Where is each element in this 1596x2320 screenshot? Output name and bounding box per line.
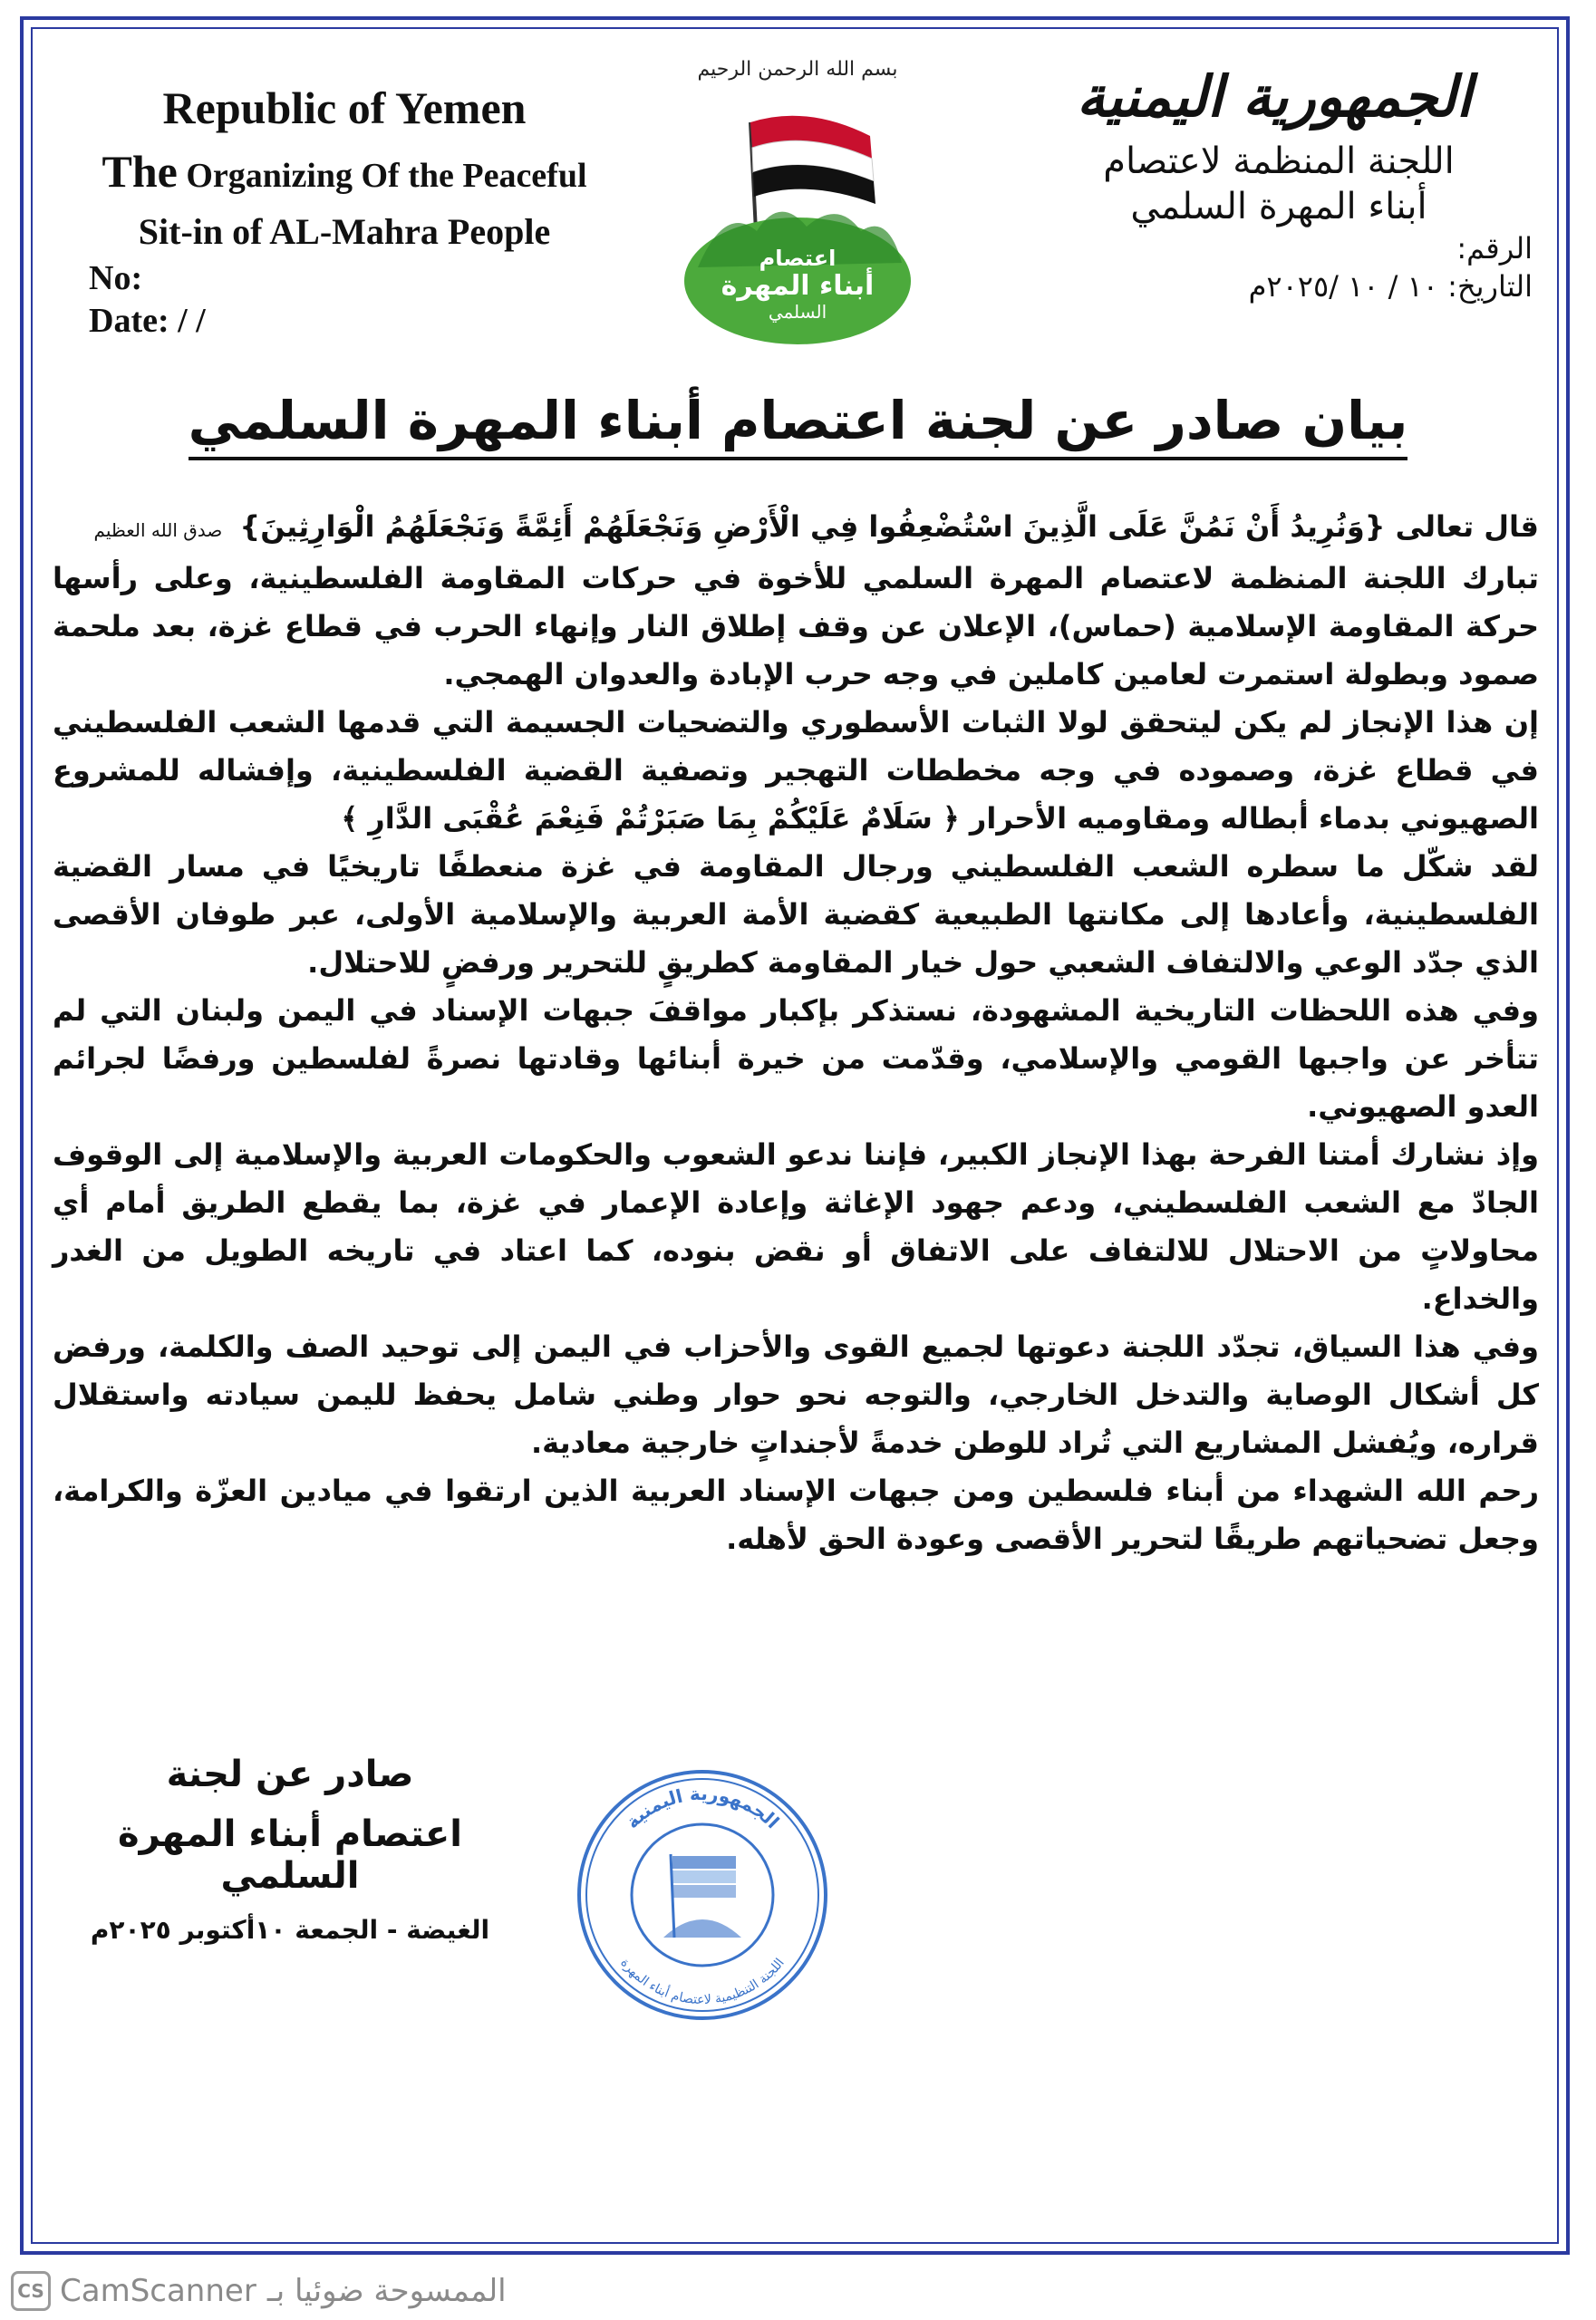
camscanner-icon: CS bbox=[11, 2271, 51, 2311]
header-en-org-rest: Organizing Of the Peaceful bbox=[186, 157, 587, 195]
organization-logo bbox=[671, 50, 924, 349]
camscanner-brand: CamScanner bbox=[60, 2273, 256, 2309]
paragraph: تبارك اللجنة المنظمة لاعتصام المهرة السلمي للأخوة في حركات المقاومة الفلسطينية، وعلى رأسها حركة المقاومة الإسلامية (حماس)، الإعلان عن وقف إطلاق النار وإنهاء الحرب في قطاع غزة، بعد ملحمة صمود وبطولة استمرت لعامين كاملين في وجه حرب الإبادة والعدوان الهمجي. bbox=[53, 561, 1539, 691]
signature-committee: اعتصام أبناء المهرة السلمي bbox=[118, 1813, 462, 1897]
header-en-sitin: Sit-in of AL-Mahra People bbox=[138, 211, 551, 252]
signature-place-date: الغيضة - الجمعة ١٠أكتوبر ٢٠٢٥م bbox=[90, 1915, 490, 1945]
header-ar-date-label: التاريخ: ١٠ / ١٠ /٢٠٢٥م bbox=[1248, 269, 1533, 304]
official-stamp bbox=[573, 1765, 832, 2025]
stamp-icon bbox=[573, 1765, 832, 2025]
paragraph-quran bbox=[53, 503, 1539, 555]
header-ar-country-calligraphy: الجمهورية اليمنية bbox=[1077, 63, 1472, 130]
svg-text:اللجنة التنظيمية لاعتصام أبناء bbox=[617, 1956, 788, 2007]
stamp-emblem bbox=[663, 1854, 741, 1938]
logo-text-1: اعتصام bbox=[759, 246, 837, 271]
paragraph: إن هذا الإنجاز لم يكن ليتحقق لولا الثبات الأسطوري والتضحيات الجسيمة التي قدمها الشعب الفلسطيني في قطاع غزة، وصموده في وجه مخططات التهجير وتصفية القضية الفلسطينية، وإفشاله للمشروع الصهيوني بدماء أبطاله ومقاوميه الأحرار ﴿ سَلَامٌ عَلَيْكُمْ بِمَا صَبَرْتُمْ فَنِعْمَ عُقْبَى الدَّارِ ﴾ bbox=[53, 705, 1539, 836]
logo-text-2: أبناء المهرة bbox=[721, 270, 875, 302]
quran-verse: قال تعالى {وَنُرِيدُ أَنْ نَمُنَّ عَلَى الَّذِينَ اسْتُضْعِفُوا فِي الْأَرْضِ وَنَجْعَلَهُمْ أَئِمَّةً وَنَجْعَلَهُمُ الْوَارِثِينَ} bbox=[239, 509, 1539, 544]
header-ar-number-label: الرقم: bbox=[1456, 231, 1533, 266]
signature-block bbox=[63, 1754, 517, 1945]
header-en-date-label: Date: / / bbox=[89, 302, 206, 340]
header-english bbox=[63, 82, 625, 253]
header-en-org bbox=[63, 145, 625, 198]
document-title bbox=[0, 390, 1596, 451]
header-ar-org-line1: اللجنة المنظمة لاعتصام bbox=[1103, 140, 1455, 182]
signature-issued-by: صادر عن لجنة bbox=[166, 1754, 414, 1795]
logo-basmala: بسم الله الرحمن الرحيم bbox=[697, 58, 898, 81]
document-title-text: بيان صادر عن لجنة اعتصام أبناء المهرة السلمي bbox=[189, 390, 1408, 460]
header-arabic bbox=[1025, 63, 1533, 304]
logo-text-3: السلمي bbox=[768, 301, 827, 323]
quran-verse-suffix: صدق الله العظيم bbox=[93, 519, 223, 541]
scanner-watermark bbox=[11, 2270, 507, 2312]
paragraph: وفي هذا السياق، تجدّد اللجنة دعوتها لجميع القوى والأحزاب في اليمن إلى توحيد الصف والكلمة، ورفض كل أشكال الوصاية والتدخل الخارجي، والتوجه نحو حوار وطني شامل يحفظ لليمن سيادته واستقلال قراره، ويُفشل المشاريع التي تُراد للوطن خدمةً لأجنداتٍ خارجية معادية. bbox=[53, 1329, 1539, 1460]
paragraph: وفي هذه اللحظات التاريخية المشهودة، نستذكر بإكبار مواقفَ جبهات الإسناد في اليمن ولبنان التي لم تتأخر عن واجبها القومي والإسلامي، وقدّمت من خيرة أبنائها وقادتها نصرةً لفلسطين ورفضًا لجرائم العدو الصهيوني. bbox=[53, 993, 1539, 1124]
stamp-top-text: الجمهورية اليمنية bbox=[621, 1782, 784, 1833]
header-ar-org-line2: أبناء المهرة السلمي bbox=[1130, 186, 1427, 227]
statement-body bbox=[53, 503, 1539, 1563]
header-en-org-prefix: The bbox=[102, 146, 178, 197]
header-en-country: Republic of Yemen bbox=[162, 82, 527, 133]
stamp-bottom-text: اللجنة التنظيمية لاعتصام أبناء المهرة bbox=[617, 1956, 788, 2008]
paragraph: رحم الله الشهداء من أبناء فلسطين ومن جبهات الإسناد العربية الذين ارتقوا في ميادين العزّة والكرامة، وجعل تضحياتهم طريقًا لتحرير الأقصى وعودة الحق لأهله. bbox=[53, 1474, 1539, 1556]
paragraph: لقد شكّل ما سطره الشعب الفلسطيني ورجال المقاومة في غزة منعطفًا تاريخيًا في مسار القضية الفلسطينية، وأعادها إلى مكانتها الطبيعية كقضية الأمة العربية والإسلامية الأولى، عبر طوفان الأقصى الذي جدّد الوعي والالتفاف الشعبي حول خيار المقاومة كطريقٍ للتحرير ورفضٍ للاحتلال. bbox=[53, 849, 1539, 980]
logo-graphic bbox=[671, 50, 924, 349]
header-en-number-label: No: bbox=[89, 259, 143, 297]
camscanner-arabic-label: الممسوحة ضوئيا بـ bbox=[266, 2273, 507, 2309]
paragraph: وإذ نشارك أمتنا الفرحة بهذا الإنجاز الكبير، فإننا ندعو الشعوب والحكومات العربية والإسلامية إلى الوقوف الجادّ مع الشعب الفلسطيني، ودعم جهود الإغاثة وإعادة الإعمار في غزة، بما يقطع الطريق أمام أي محاولاتٍ من الاحتلال للالتفاف على الاتفاق أو نقض بنوده، كما اعتاد في تاريخه الطويل من الغدر والخداع. bbox=[53, 1137, 1539, 1316]
